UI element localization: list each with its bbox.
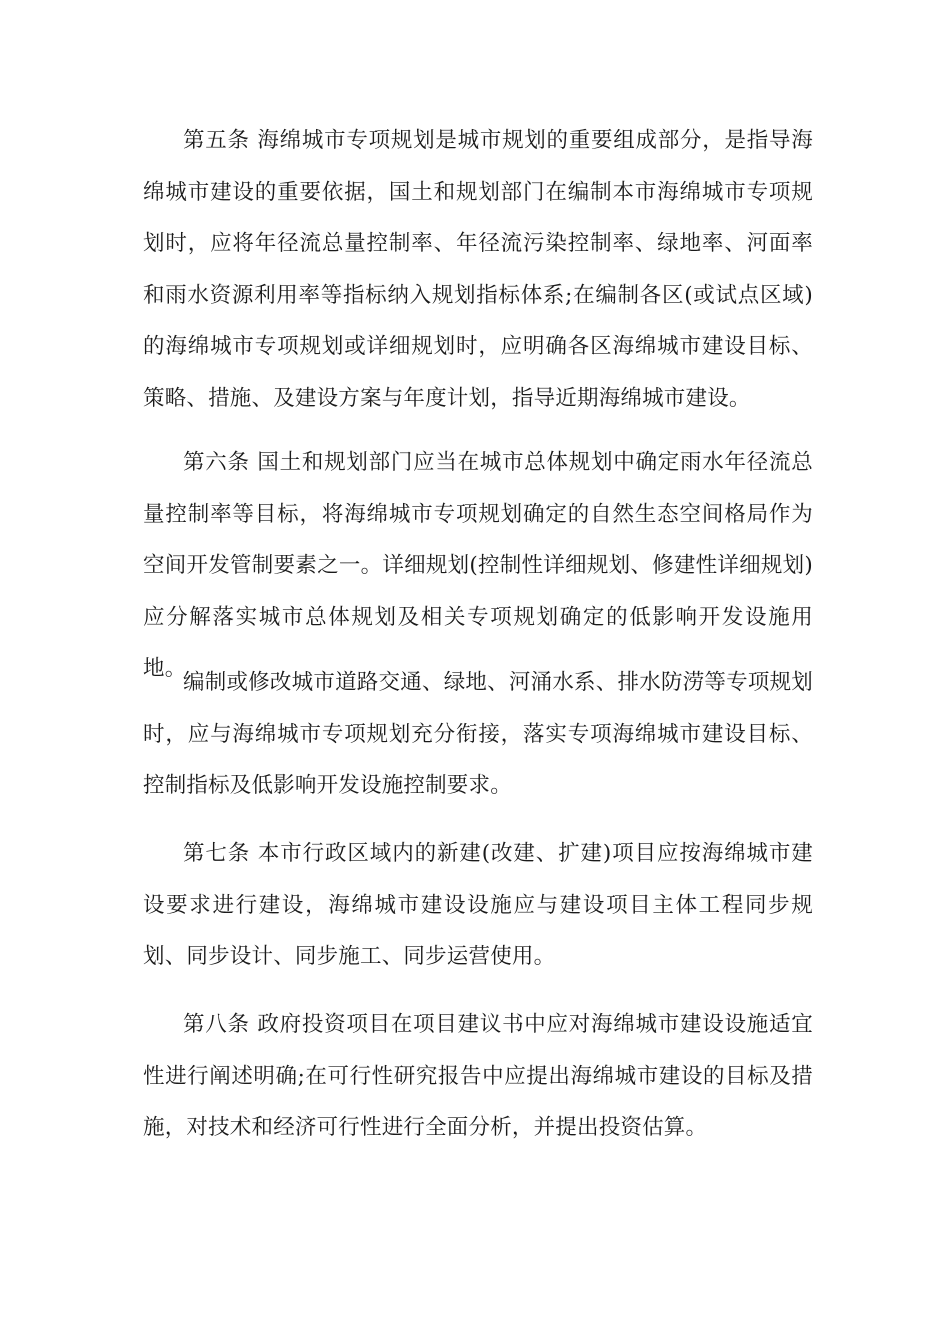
article-5-paragraph: 第五条 海绵城市专项规划是城市规划的重要组成部分，是指导海绵城市建设的重要依据，国土和规划部门在编制本市海绵城市专项规划时，应将年径流总量控制率、年径流污染控制率、绿地率、河面率和雨水资源利用率等指标纳入规划指标体系;在编制各区(或试点区域)的海绵城市专项规划或详细规划时，应明确各区海绵城市建设目标、策略、措施、及建设方案与年度计划，指导近期海绵城市建设。 [143, 128, 813, 411]
article-7-paragraph: 第七条 本市行政区域内的新建(改建、扩建)项目应按海绵城市建设要求进行建设，海绵城市建设设施应与建设项目主体工程同步规划、同步设计、同步施工、同步运营使用。 [143, 841, 813, 969]
article-6-paragraph: 第六条 国土和规划部门应当在城市总体规划中确定雨水年径流总量控制率等目标，将海绵城市专项规划确定的自然生态空间格局作为空间开发管制要素之一。详细规划(控制性详细规划、修建性详细规划)应分解落实城市总体规划及相关专项规划确定的低影响开发设施用地。 [143, 450, 813, 681]
article-6-continued-paragraph: 编制或修改城市道路交通、绿地、河涌水系、排水防涝等专项规划时，应与海绵城市专项规划充分衔接，落实专项海绵城市建设目标、控制指标及低影响开发设施控制要求。 [143, 670, 813, 798]
article-8-paragraph: 第八条 政府投资项目在项目建议书中应对海绵城市建设设施适宜性进行阐述明确;在可行性研究报告中应提出海绵城市建设的目标及措施，对技术和经济可行性进行全面分析，并提出投资估算。 [143, 1012, 813, 1140]
